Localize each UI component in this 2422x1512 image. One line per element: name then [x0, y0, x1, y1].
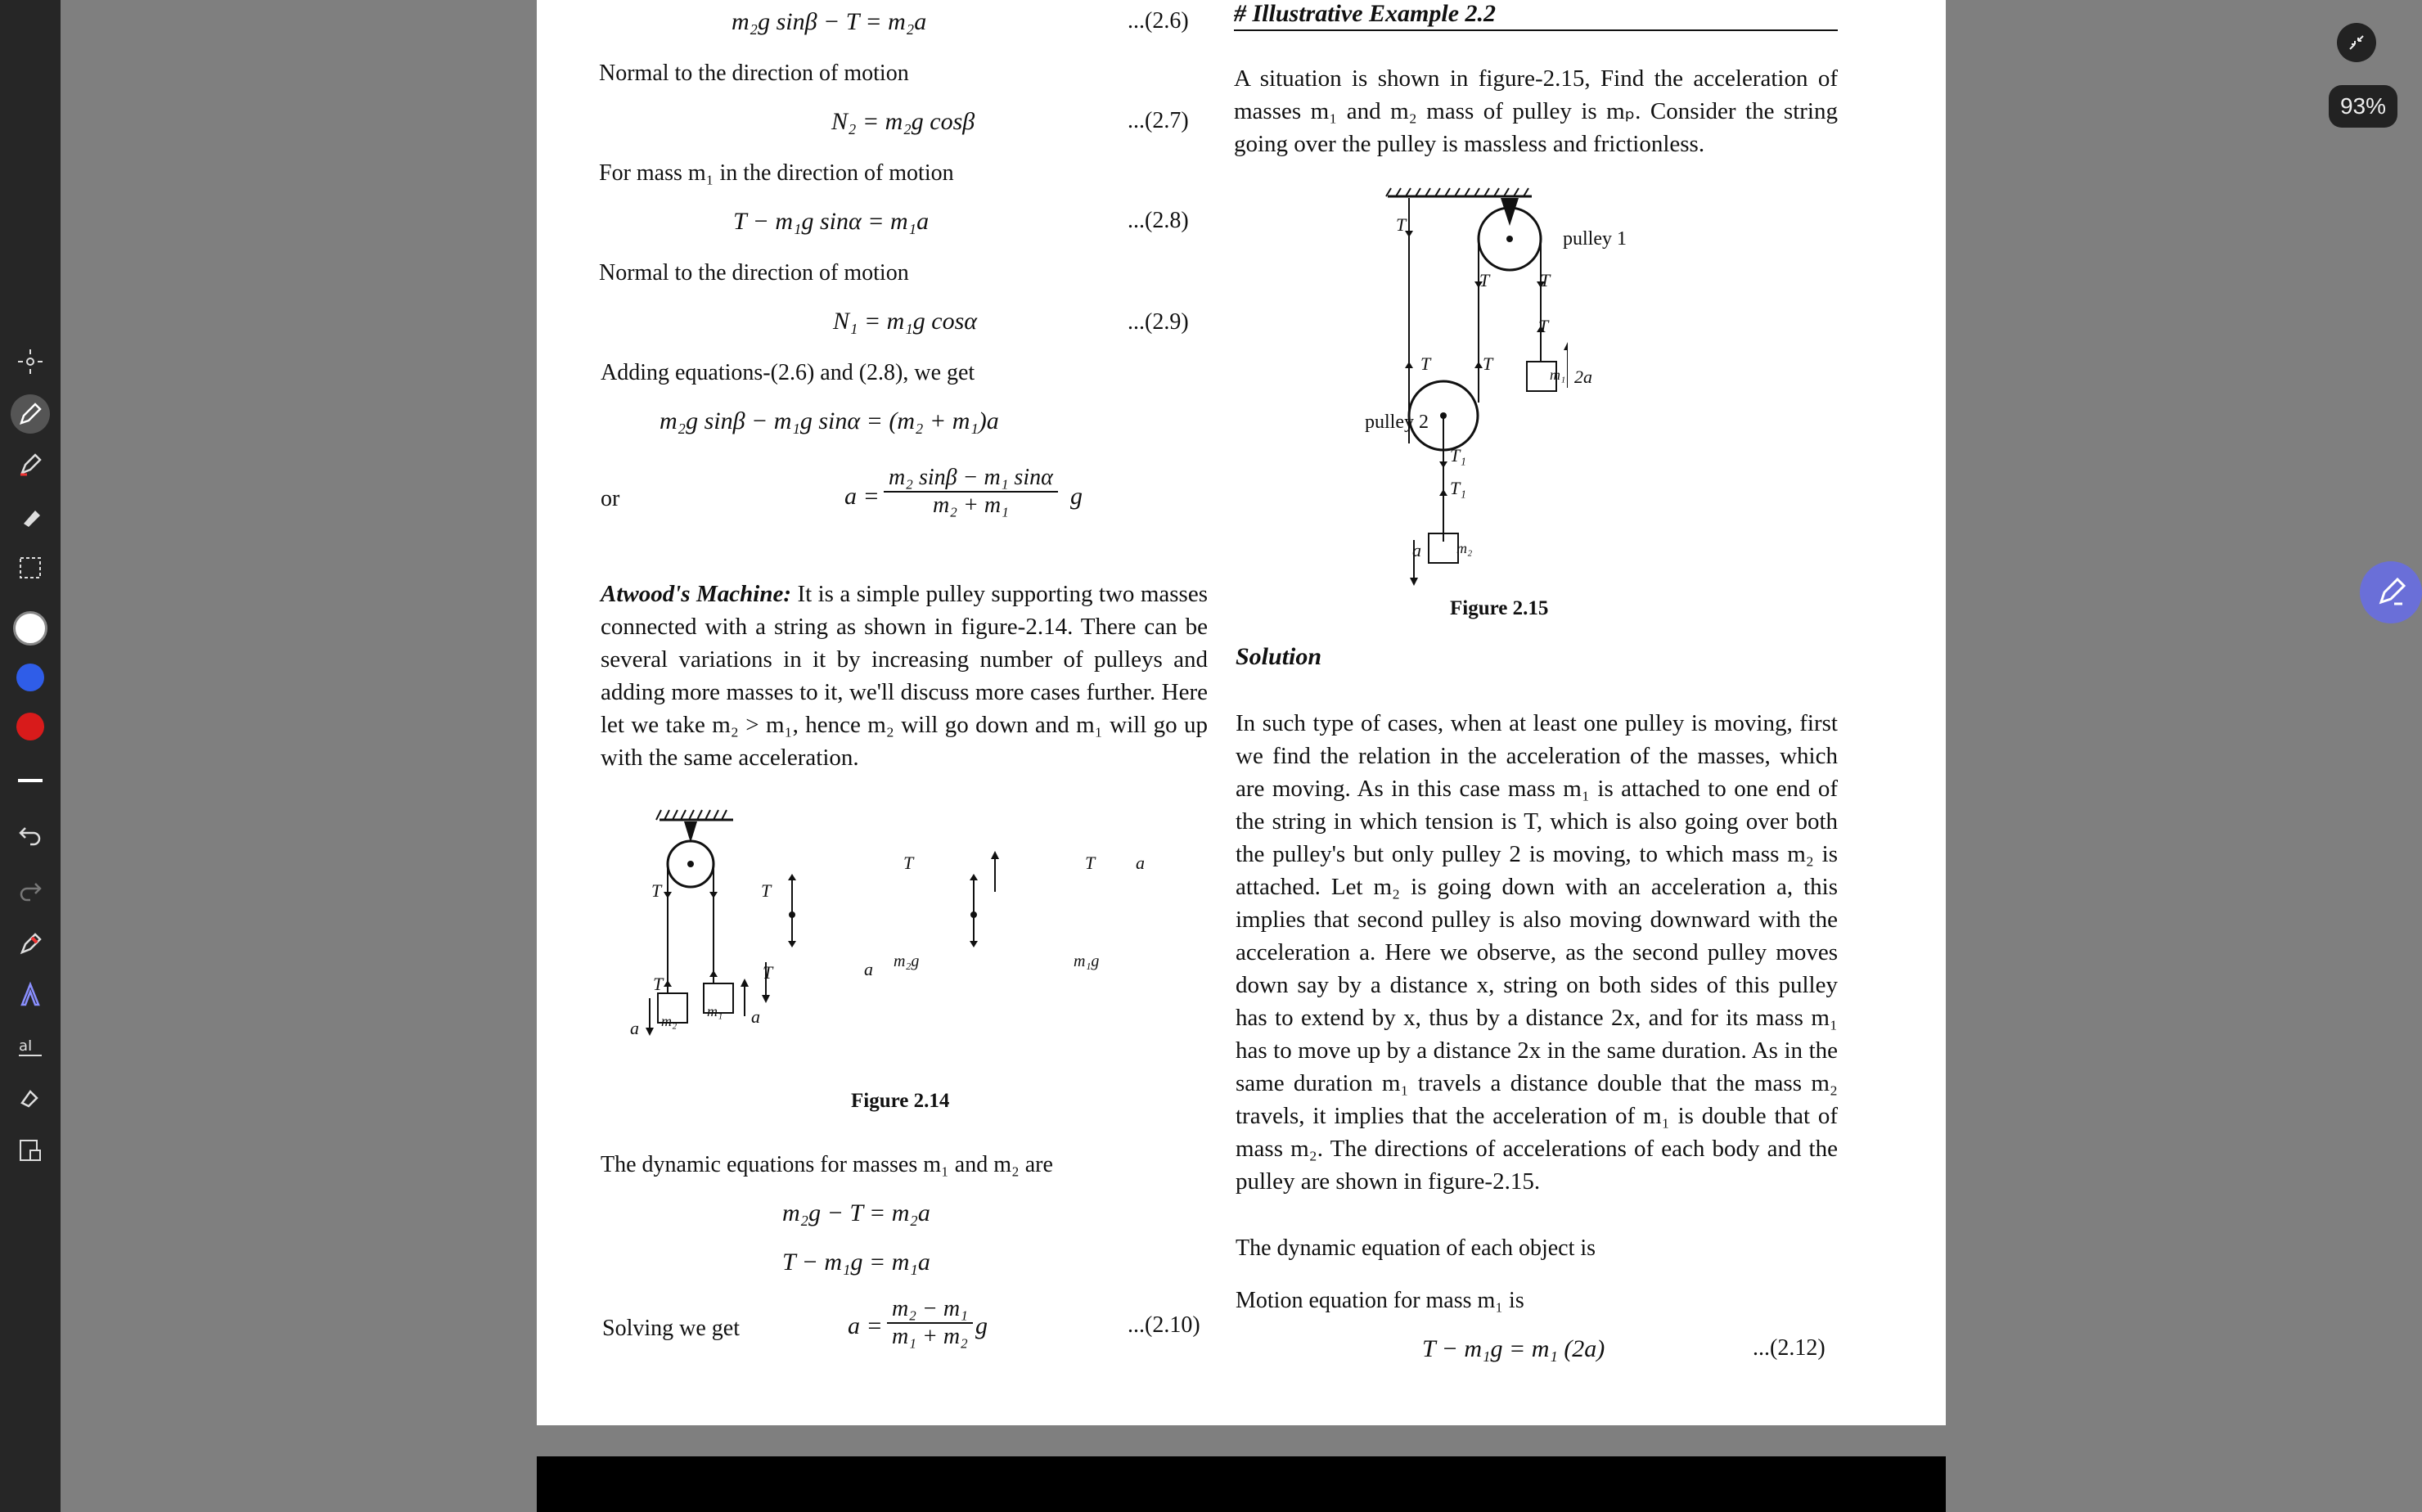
- equation-number: ...(2.12): [1753, 1335, 1826, 1361]
- label-m2: m₂: [661, 1013, 678, 1029]
- equation-2-12: T − m₁g = m₁ (2a): [1422, 1335, 1605, 1362]
- label-pulley-2: pulley 2: [1365, 412, 1429, 433]
- text-line: The dynamic equation of each object is: [1236, 1235, 1596, 1261]
- highlighter-icon[interactable]: [11, 445, 50, 484]
- label-tension: T: [1540, 270, 1551, 290]
- label-m2: m₂: [1456, 540, 1473, 556]
- example-heading: # Illustrative Example 2.2: [1234, 0, 1497, 27]
- equation-a: a =: [844, 483, 880, 510]
- undo-icon[interactable]: [11, 815, 50, 854]
- text-line: Normal to the direction of motion: [599, 260, 909, 286]
- label-m2g: m₂g: [894, 952, 920, 970]
- fraction-acceleration: [884, 465, 1058, 519]
- collapse-icon[interactable]: [2337, 23, 2376, 62]
- label-m1: m₁: [1550, 367, 1566, 383]
- fraction-atwood: [887, 1296, 973, 1350]
- text-tool-icon[interactable]: [11, 1028, 50, 1067]
- label-2a: 2a: [1574, 367, 1592, 387]
- label-pulley-1: pulley 1: [1563, 228, 1627, 250]
- svg-text:aI: aI: [19, 1037, 33, 1055]
- label-tension: T: [1538, 316, 1549, 336]
- equation-number: ...(2.6): [1128, 8, 1189, 34]
- annotation-toolbar: [0, 0, 61, 1512]
- equation-dynamic-1: m₂g − T = m₂a: [782, 1199, 930, 1226]
- figure-2-14-caption: Figure 2.14: [851, 1090, 950, 1112]
- marker-icon[interactable]: [11, 925, 50, 964]
- text-line: Motion equation for mass m₁ is: [1236, 1288, 1524, 1313]
- document-page: [537, 0, 1946, 1425]
- symbol-g: g: [975, 1312, 988, 1339]
- eraser-icon[interactable]: [11, 497, 50, 537]
- label-tension: T: [903, 853, 914, 873]
- text-line: Normal to the direction of motion: [599, 61, 909, 86]
- text-line: The dynamic equations for masses m₁ and m₂ are: [601, 1152, 1053, 1177]
- fraction-numerator: m₂ sinβ − m₁ sinα: [884, 465, 1058, 493]
- color-red-swatch[interactable]: [11, 707, 50, 746]
- label-acceleration: a: [630, 1018, 639, 1038]
- figure-2-14-diagram: [619, 802, 1110, 1064]
- label-tension-t1: T₁: [1450, 445, 1466, 466]
- equation-a: a =: [848, 1312, 883, 1339]
- line-width-icon[interactable]: [11, 761, 50, 800]
- lock-icon[interactable]: [11, 1131, 50, 1170]
- text-solving: Solving we get: [602, 1316, 740, 1341]
- label-tension: T: [1479, 270, 1490, 290]
- redo-icon[interactable]: [11, 871, 50, 910]
- equation-2-7: N₂ = m₂g cosβ: [831, 108, 975, 135]
- label-tension: T: [1396, 214, 1407, 235]
- equation-number: ...(2.9): [1128, 309, 1189, 335]
- example-paragraph: A situation is shown in figure-2.15, Find the acceleration of masses m₁ and m₂ mass of pulley is mₚ. Consider the string going over the pulley is massless and frictionless.: [1234, 65, 1838, 157]
- symbol-g: g: [1070, 483, 1083, 510]
- fraction-denominator: m₁ + m₂: [892, 1324, 968, 1349]
- label-tension: T: [651, 880, 662, 901]
- text-line: Adding equations-(2.6) and (2.8), we get: [601, 360, 975, 385]
- zoom-indicator: 93%: [2329, 85, 2397, 128]
- color-blue-swatch[interactable]: [11, 658, 50, 697]
- equation-number: ...(2.8): [1128, 208, 1189, 233]
- label-acceleration: a: [1412, 540, 1421, 560]
- figure-2-15-caption: Figure 2.15: [1450, 597, 1549, 619]
- fraction-numerator: m₂ − m₁: [887, 1296, 973, 1324]
- equation-2-9: N₁ = m₁g cosα: [833, 308, 978, 335]
- atwood-paragraph: [601, 578, 1208, 774]
- next-page-edge: [537, 1456, 1946, 1512]
- heading-rule: [1234, 29, 1838, 31]
- equation-sum: m₂g sinβ − m₁g sinα = (m₂ + m₁)a: [660, 407, 999, 434]
- label-acceleration: a: [751, 1006, 760, 1027]
- label-tension: T: [1483, 353, 1493, 374]
- label-tension: T: [653, 974, 664, 994]
- solution-paragraph: In such type of cases, when at least one pulley is moving, first we find the relation in the acceleration of the masses, which are moving. As in this case mass m₁ is attached to one end of the string in which tension is T, which is also going over both the pulley's but only pulley 2 is moving, to which mass m₂ is attached. Let m₂ is going down with an acceleration a, this implies that second pulley is also moving downward with the acceleration a. Here we observe, as the second pulley moves down say by a distance x, string on both sides of this pulley has to extend by x, thus by a distance 2x, and for its mass m₁ has to move up by a distance 2x in the same duration. As in the same duration m₁ travels a distance double that the mass m₂ travels, it implies that the acceleration of m₁ is double that of mass m₂. The directions of accelerations of each body and the pulley are shown in figure-2.15.: [1236, 710, 1838, 1195]
- label-tension: T: [761, 880, 772, 901]
- equation-2-8: T − m₁g sinα = m₁a: [733, 208, 930, 235]
- equation-2-6: m₂g sinβ − T = m₂a: [732, 8, 927, 35]
- label-tension: T: [1420, 353, 1431, 374]
- atwood-body: It is a simple pulley supporting two masses connected with a string as shown in figure-2.14. There can be several variations in it by increasing number of pulleys and adding more masses to it, we'll discuss more cases further. Here let we take m₂ > m₁, hence m₂ will go down and m₁ will go up with the same acceleration.: [601, 581, 1208, 771]
- pen-icon[interactable]: [11, 394, 50, 434]
- figure-2-15-diagram: [1355, 172, 1568, 597]
- label-acceleration: a: [1136, 853, 1145, 873]
- text-line: For mass m₁ in the direction of motion: [599, 160, 954, 186]
- shape-tool-icon[interactable]: [11, 1078, 50, 1118]
- solution-heading: Solution: [1236, 643, 1322, 670]
- label-tension: T: [763, 962, 773, 983]
- label-acceleration: a: [864, 959, 873, 979]
- color-white-swatch[interactable]: [11, 609, 50, 648]
- text-or: or: [601, 486, 620, 511]
- fraction-denominator: m₂ + m₁: [933, 493, 1009, 518]
- equation-dynamic-2: T − m₁g = m₁a: [782, 1249, 930, 1276]
- label-tension: T: [1085, 853, 1096, 873]
- atwood-title: Atwood's Machine:: [601, 581, 792, 607]
- move-icon[interactable]: [11, 342, 50, 381]
- label-m1g: m₁g: [1074, 952, 1100, 970]
- ink-pen-icon[interactable]: [11, 975, 50, 1015]
- pen-fab-icon[interactable]: [2360, 561, 2422, 623]
- label-m1: m₁: [707, 1003, 723, 1019]
- label-tension-t1: T₁: [1450, 478, 1466, 498]
- equation-number: ...(2.7): [1128, 108, 1189, 133]
- lasso-select-icon[interactable]: [11, 548, 50, 587]
- equation-number: ...(2.10): [1128, 1312, 1200, 1338]
